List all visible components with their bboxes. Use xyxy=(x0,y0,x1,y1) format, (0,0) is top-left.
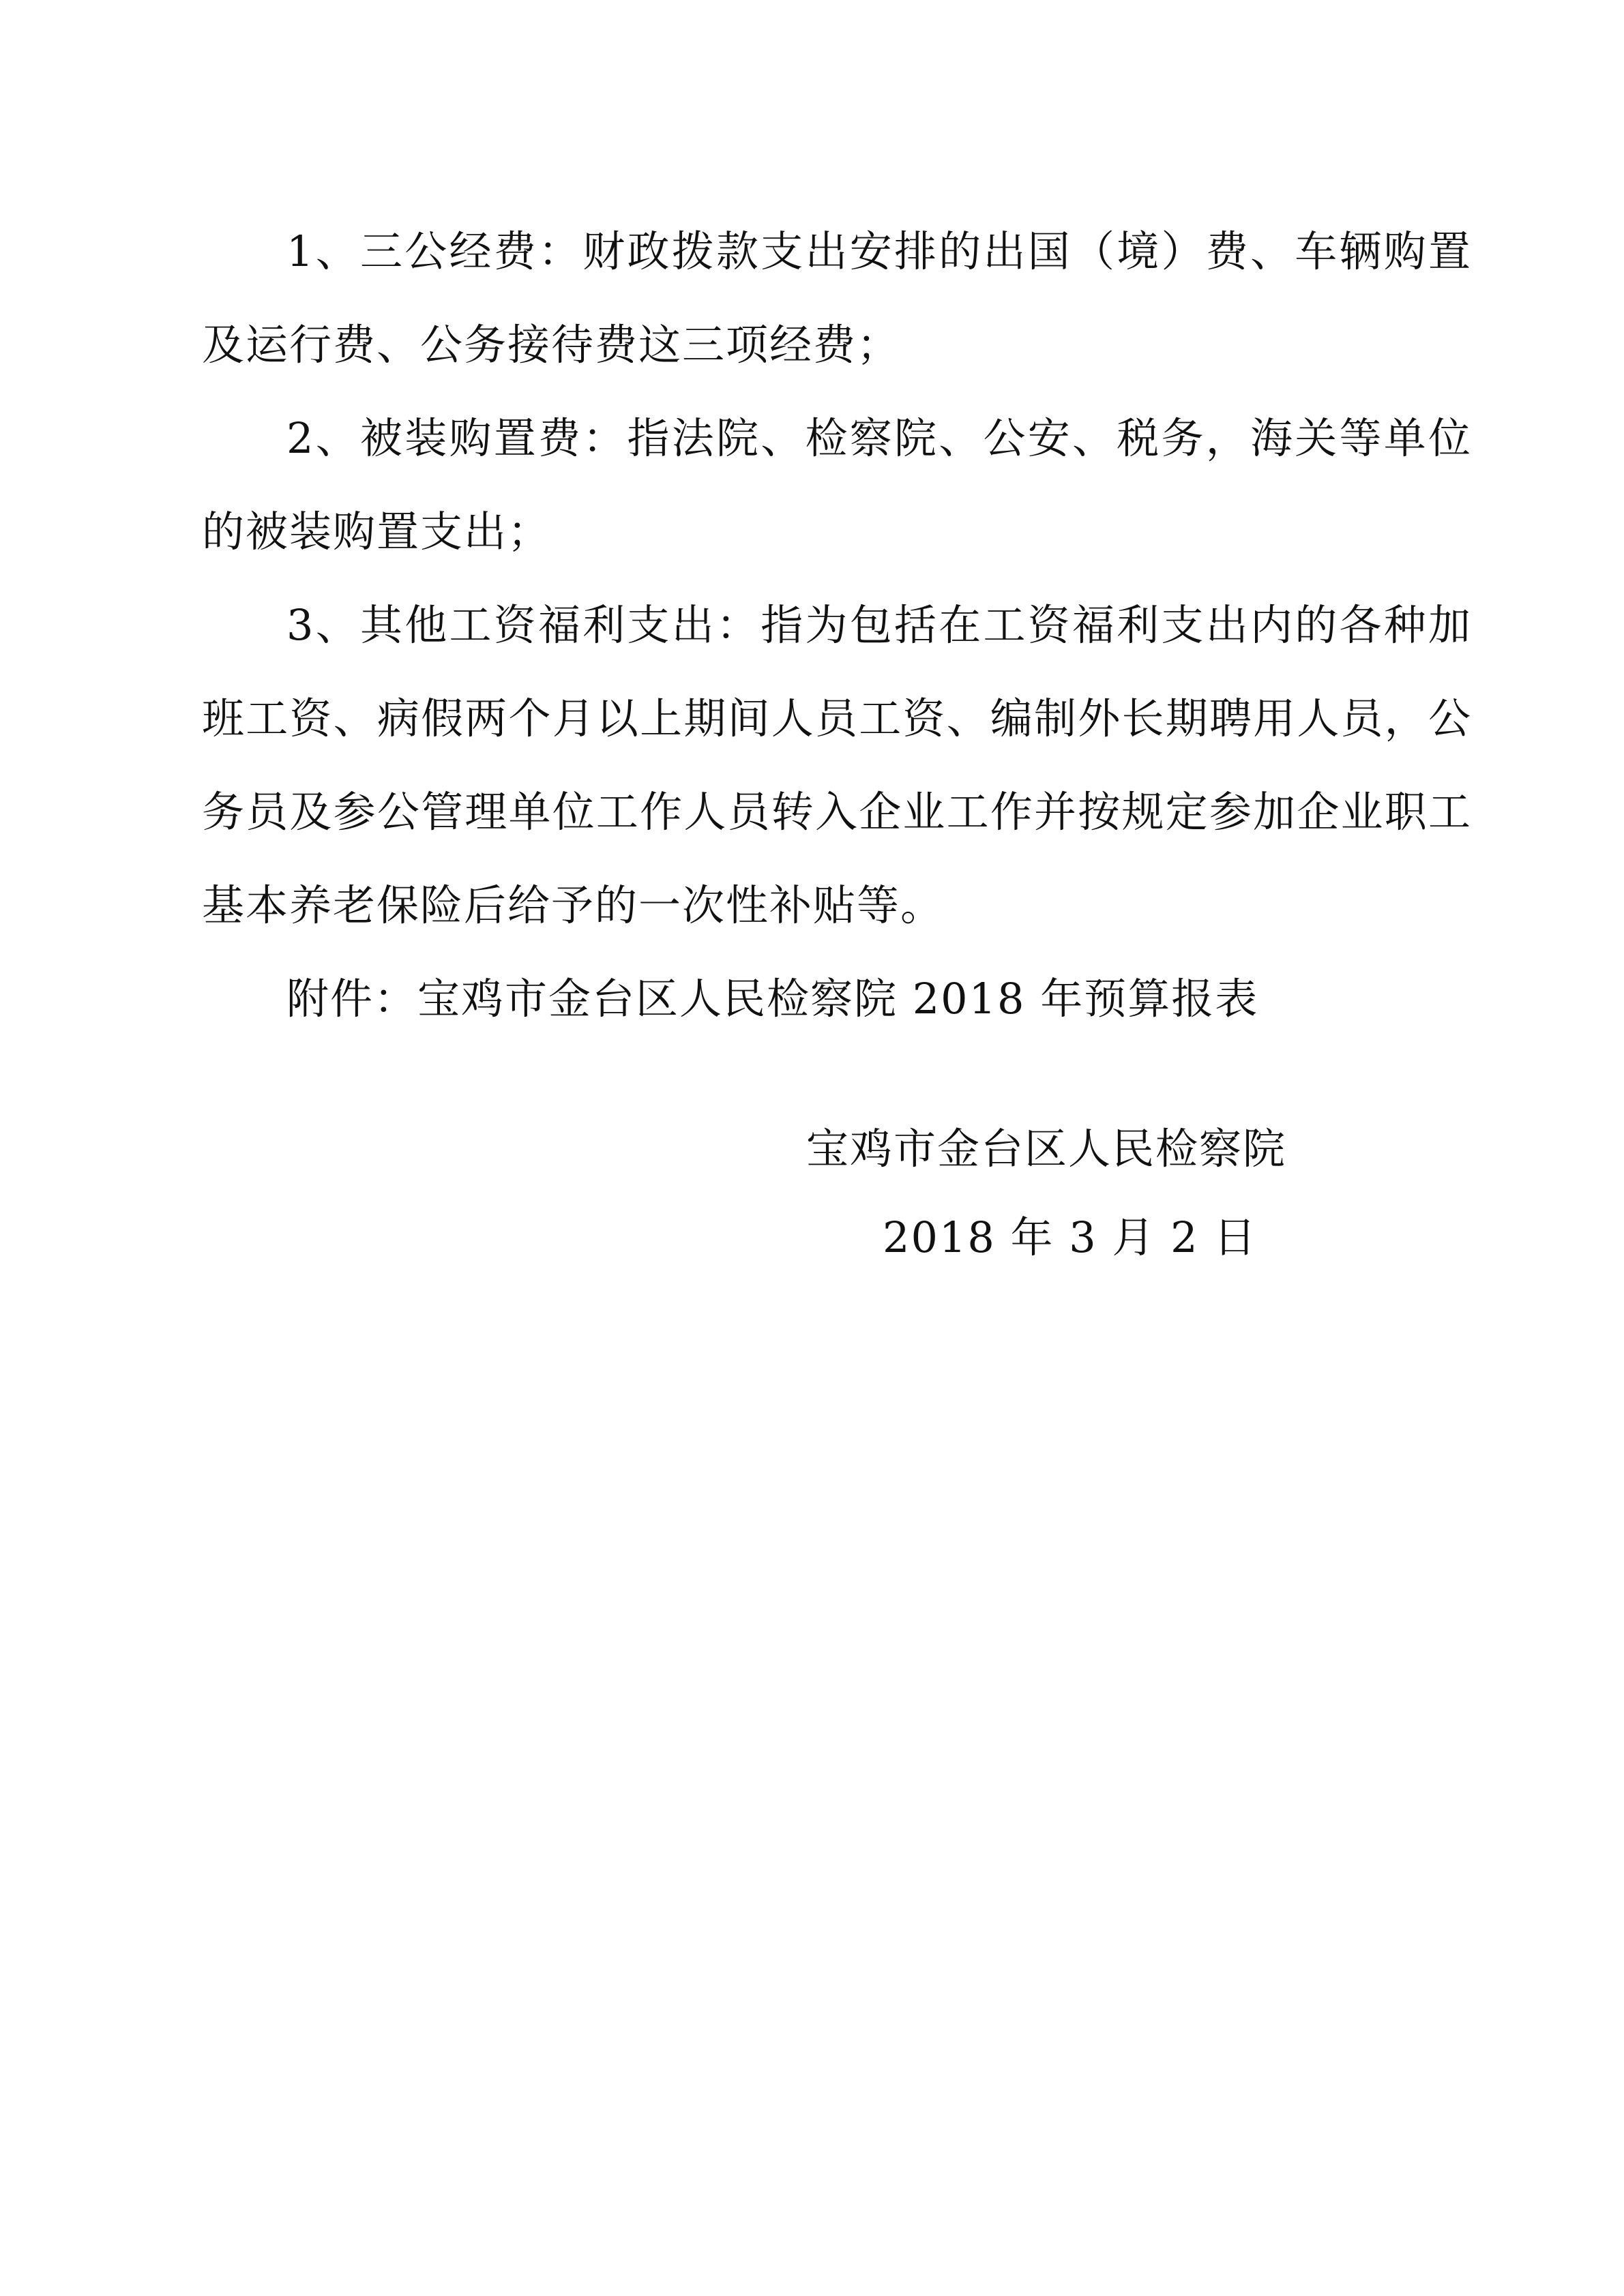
paragraph-attachment: 附件：宝鸡市金台区人民检察院 2018 年预算报表 xyxy=(286,974,1259,1024)
signature-block xyxy=(778,1105,1310,1282)
signature-date: 2018 年 3 月 2 日 xyxy=(883,1212,1258,1262)
paragraph-other-welfare: 3、其他工资福利支出：指为包括在工资福利支出内的各种加班工资、病假两个月以上期间人员工资、编制外长期聘用人员，公务员及参公管理单位工作人员转入企业工作并按规定参加企业职工基本养老保险后给予的一次性补贴等。 xyxy=(202,600,1472,930)
paragraph-sangong-fees: 1、三公经费：财政拨款支出安排的出国（境）费、车辆购置及运行费、公务接待费这三项经费； xyxy=(202,226,1472,370)
paragraph-uniform-fees: 2、被装购置费：指法院、检察院、公安、税务，海关等单位的被装购置支出； xyxy=(202,413,1472,556)
document-body xyxy=(202,205,1472,1045)
signature-organization: 宝鸡市金台区人民检察院 xyxy=(806,1124,1287,1174)
